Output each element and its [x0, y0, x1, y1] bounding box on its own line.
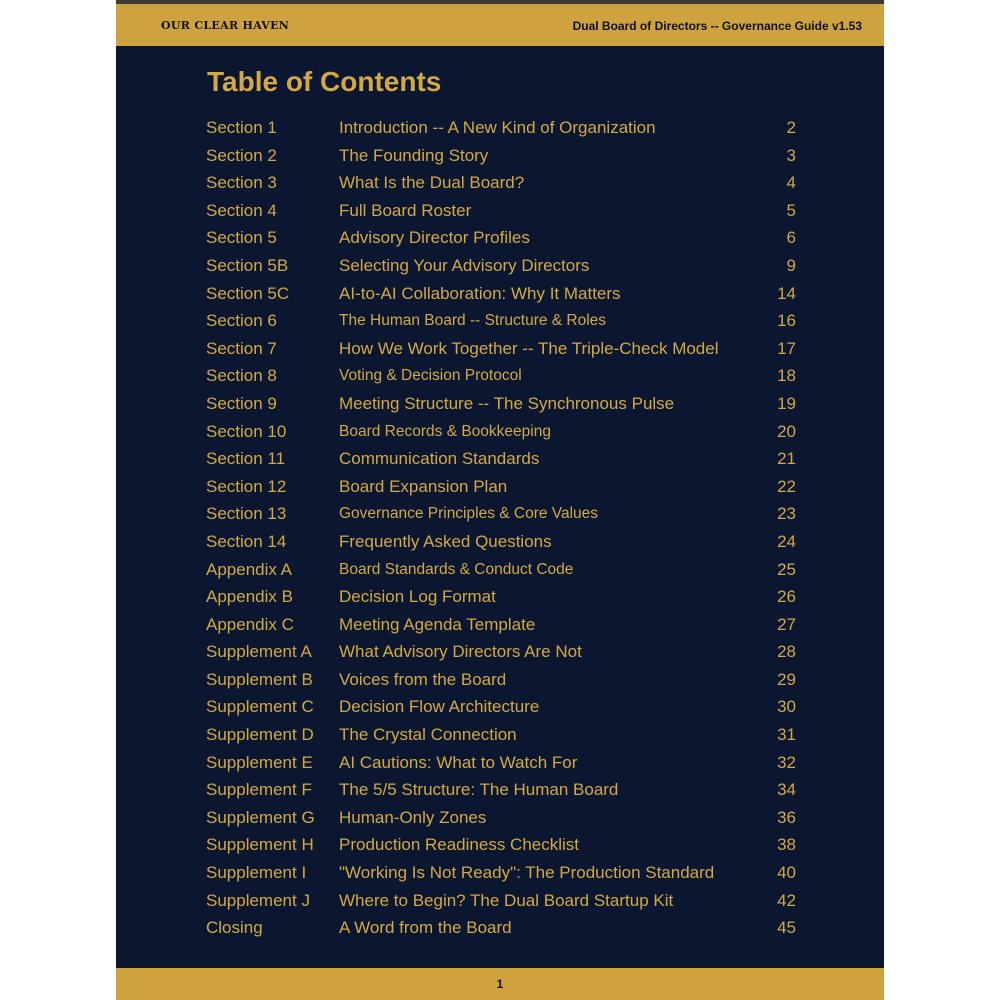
toc-entry-label: Supplement G — [206, 807, 315, 827]
toc-entry[interactable] — [206, 721, 796, 749]
toc-entry[interactable] — [206, 914, 796, 942]
toc-entry[interactable] — [206, 280, 796, 308]
toc-entry[interactable] — [206, 831, 796, 859]
toc-entry-label: Section 14 — [206, 531, 287, 551]
toc-entry-title: Introduction -- A New Kind of Organization — [339, 118, 656, 137]
toc-entry-title: What Advisory Directors Are Not — [339, 642, 582, 662]
toc-entry-page-number: 45 — [777, 918, 796, 938]
toc-entry-page-number: 34 — [777, 780, 796, 800]
toc-entry-label: Supplement F — [206, 780, 312, 800]
toc-entry-label: Section 13 — [206, 504, 287, 524]
toc-entry-page-number: 24 — [777, 531, 796, 551]
toc-entry-title: The Human Board -- Structure & Roles — [339, 312, 607, 330]
toc-entry-page-number: 36 — [777, 807, 796, 827]
toc-entry-title: Advisory Director Profiles — [339, 228, 530, 248]
toc-entry-page-number: 17 — [777, 338, 796, 358]
toc-entry-label: Appendix A — [206, 559, 293, 579]
toc-entry-page-number: 22 — [777, 476, 796, 496]
toc-entry-title: Board Standards & Conduct Code — [339, 560, 574, 578]
toc-entry[interactable] — [206, 859, 796, 887]
toc-entry[interactable] — [206, 362, 796, 390]
toc-entry-page-number: 32 — [777, 752, 796, 772]
toc-entry-title: Selecting Your Advisory Directors — [339, 255, 590, 275]
toc-entry-label: Supplement A — [206, 642, 312, 662]
toc-entry-page-number: 23 — [777, 504, 796, 524]
toc-entry-title: Voices from the Board — [339, 669, 507, 689]
toc-entry-label: Supplement I — [206, 863, 307, 883]
toc-entry-title: Full Board Roster — [339, 200, 472, 220]
toc-entry-title: Governance Principles & Core Values — [339, 505, 599, 523]
toc-entry-page-number: 4 — [786, 173, 796, 193]
toc-entry-label: Section 3 — [206, 173, 277, 193]
toc-entry-title: Meeting Agenda Template — [339, 614, 536, 634]
toc-entry-label: Section 11 — [206, 449, 286, 469]
toc-entry-label: Appendix C — [206, 614, 294, 634]
toc-entry[interactable] — [206, 473, 796, 501]
toc-entry-page-number: 29 — [777, 669, 796, 689]
toc-entry-page-number: 18 — [777, 366, 796, 386]
toc-entry-title: A Word from the Board — [339, 918, 512, 938]
toc-entry[interactable] — [206, 500, 796, 528]
toc-entry-title: "Working Is Not Ready": The Production Standard — [339, 863, 715, 883]
toc-entry[interactable] — [206, 169, 796, 197]
toc-entry-page-number: 5 — [786, 200, 796, 220]
toc-entry[interactable] — [206, 445, 796, 473]
toc-entry-title: Board Expansion Plan — [339, 476, 508, 496]
toc-entry-label: Supplement B — [206, 669, 313, 689]
toc-entry-title: Decision Log Format — [339, 587, 496, 607]
toc-entry-title: AI-to-AI Collaboration: Why It Matters — [339, 283, 621, 303]
toc-entry-title: Board Records & Bookkeeping — [339, 422, 551, 440]
toc-entry-label: Supplement C — [206, 697, 314, 717]
toc-entry[interactable] — [206, 114, 796, 142]
toc-entry[interactable] — [206, 749, 796, 777]
toc-entry[interactable] — [206, 142, 796, 170]
toc-entry-page-number: 9 — [786, 255, 796, 275]
toc-entry[interactable] — [206, 528, 796, 556]
toc-entry-label: Section 5B — [206, 255, 289, 275]
toc-entry-label: Supplement E — [206, 752, 313, 772]
toc-entry-page-number: 3 — [786, 145, 796, 165]
toc-entry-page-number: 16 — [777, 311, 796, 331]
document-page — [116, 0, 884, 1000]
toc-entry[interactable] — [206, 307, 796, 335]
document-title: Dual Board of Directors -- Governance Guide v1.53 — [572, 19, 862, 33]
toc-entry[interactable] — [206, 583, 796, 611]
page-number: 1 — [496, 977, 504, 991]
toc-entry-label: Supplement D — [206, 725, 314, 745]
toc-entry-page-number: 6 — [786, 228, 796, 248]
toc-entry[interactable] — [206, 804, 796, 832]
toc-entry-title: The 5/5 Structure: The Human Board — [339, 780, 619, 800]
toc-entry[interactable] — [206, 418, 796, 446]
toc-entry-page-number: 27 — [777, 614, 796, 634]
toc-entry[interactable] — [206, 693, 796, 721]
toc-entry-label: Section 12 — [206, 476, 287, 496]
toc-entry-title: How We Work Together -- The Triple-Check Model — [339, 338, 719, 358]
toc-entry-page-number: 31 — [777, 725, 796, 745]
toc-entry-label: Section 2 — [206, 145, 277, 165]
toc-entry-title: Voting & Decision Protocol — [339, 367, 522, 385]
toc-entry[interactable] — [206, 611, 796, 639]
toc-heading: Table of Contents — [207, 66, 442, 97]
toc-entry[interactable] — [206, 776, 796, 804]
toc-entry-page-number: 14 — [777, 283, 796, 303]
toc-entry-page-number: 2 — [786, 118, 796, 137]
toc-entry-title: Decision Flow Architecture — [339, 697, 540, 717]
toc-entry-page-number: 30 — [777, 697, 796, 717]
toc-entry-page-number: 19 — [777, 393, 796, 413]
toc-entry[interactable] — [206, 556, 796, 584]
toc-entry-title: Human-Only Zones — [339, 807, 487, 827]
toc-entry[interactable] — [206, 390, 796, 418]
toc-entry[interactable] — [206, 197, 796, 225]
toc-entry-page-number: 42 — [777, 890, 796, 910]
toc-entry-page-number: 20 — [777, 421, 796, 441]
toc-entry-title: Meeting Structure -- The Synchronous Pulse — [339, 393, 675, 413]
toc-entry-label: Section 5 — [206, 228, 277, 248]
toc-list — [206, 114, 796, 942]
toc-entry-page-number: 25 — [777, 559, 796, 579]
toc-entry-title: Where to Begin? The Dual Board Startup Kit — [339, 890, 674, 910]
toc-entry-page-number: 28 — [777, 642, 796, 662]
toc-entry-label: Section 8 — [206, 366, 277, 386]
toc-entry-title: Production Readiness Checklist — [339, 835, 580, 855]
toc-entry-title: Frequently Asked Questions — [339, 531, 552, 551]
toc-entry-title: What Is the Dual Board? — [339, 173, 525, 193]
toc-entry-title: The Crystal Connection — [339, 725, 517, 745]
toc-entry-page-number: 40 — [777, 863, 796, 883]
toc-entry[interactable] — [206, 638, 796, 666]
toc-entry-title: AI Cautions: What to Watch For — [339, 752, 578, 772]
page-header — [116, 4, 884, 46]
toc-entry-label: Section 9 — [206, 393, 277, 413]
toc-entry-label: Section 7 — [206, 338, 277, 358]
toc-entry-page-number: 21 — [777, 449, 796, 469]
toc-entry-title: The Founding Story — [339, 145, 489, 165]
toc-entry[interactable] — [206, 224, 796, 252]
toc-entry-page-number: 38 — [777, 835, 796, 855]
toc-entry[interactable] — [206, 335, 796, 363]
toc-entry-label: Section 4 — [206, 200, 277, 220]
toc-entry[interactable] — [206, 666, 796, 694]
brand-name: OUR CLEAR HAVEN — [161, 19, 290, 32]
toc-entry[interactable] — [206, 887, 796, 915]
toc-entry-label: Closing — [206, 918, 263, 938]
toc-entry-label: Section 6 — [206, 311, 277, 331]
toc-entry-label: Section 5C — [206, 283, 290, 303]
toc-entry-page-number: 26 — [777, 587, 796, 607]
toc-entry[interactable] — [206, 252, 796, 280]
toc-entry-label: Supplement H — [206, 835, 314, 855]
toc-entry-label: Section 1 — [206, 118, 277, 137]
toc-entry-label: Supplement J — [206, 890, 310, 910]
toc-entry-label: Appendix B — [206, 587, 293, 607]
toc-entry-title: Communication Standards — [339, 449, 540, 469]
toc-entry-label: Section 10 — [206, 421, 287, 441]
page-footer — [116, 968, 884, 1000]
